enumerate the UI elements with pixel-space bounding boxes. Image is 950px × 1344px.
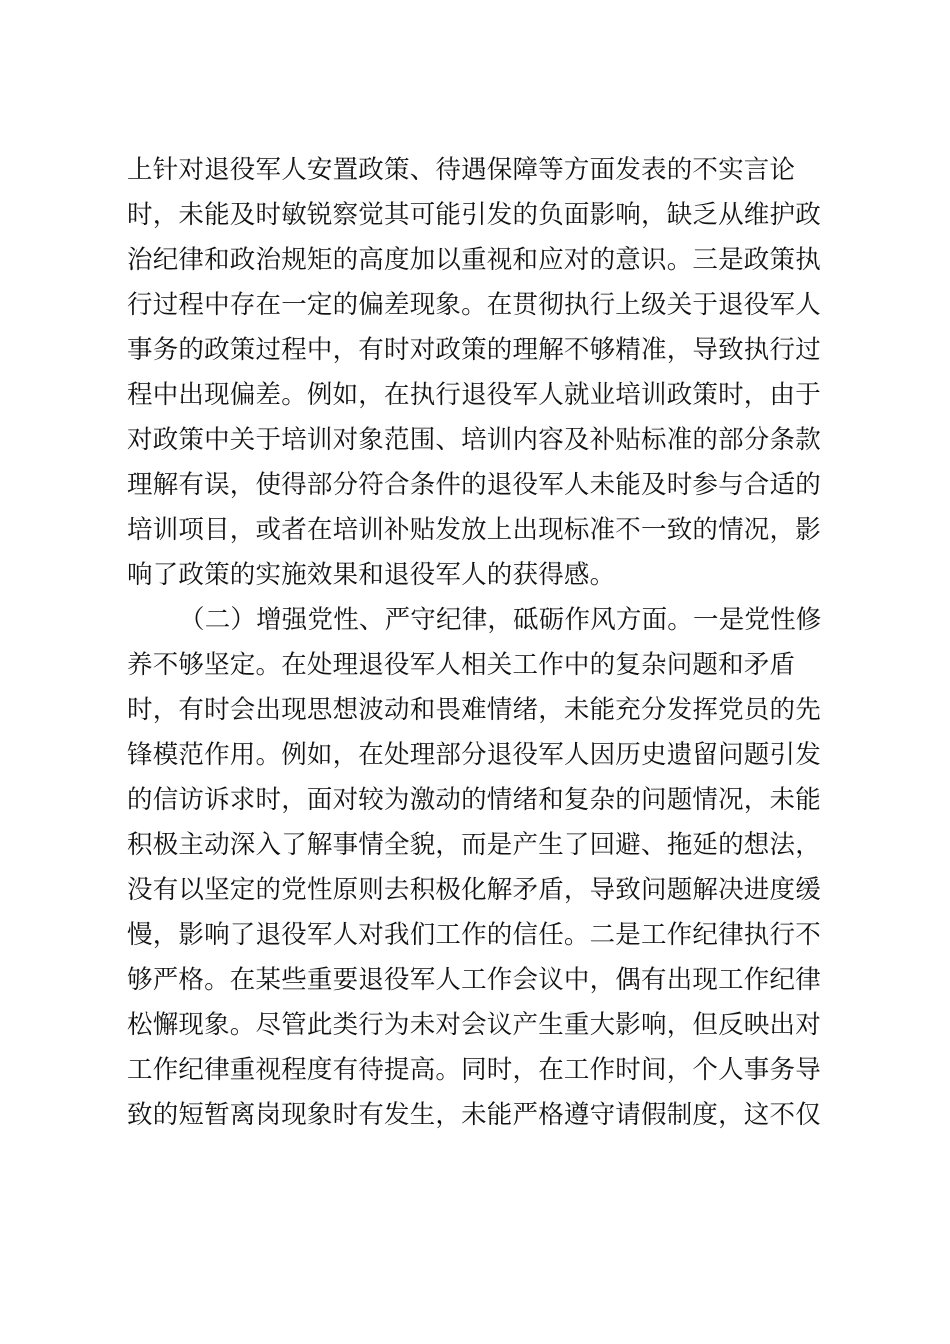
text-line: 上针对退役军人安置政策、待遇保障等方面发表的不实言论 — [127, 155, 796, 185]
text-line: 没有以坚定的党性原则去积极化解矛盾，导致问题解决进度缓 — [127, 875, 821, 905]
text-line: 致的短暂离岗现象时有发生，未能严格遵守请假制度，这不仅 — [127, 1100, 821, 1130]
body-text — [127, 148, 827, 1138]
section-heading-line: （二）增强党性、严守纪律，砥砺作风方面。一是党性修 — [179, 605, 822, 635]
text-line: 养不够坚定。在处理退役军人相关工作中的复杂问题和矛盾 — [127, 650, 796, 680]
text-line: 事务的政策过程中，有时对政策的理解不够精准，导致执行过 — [127, 335, 821, 365]
text-line: 响了政策的实施效果和退役军人的获得感。 — [127, 560, 616, 590]
text-line: 培训项目，或者在培训补贴发放上出现标准不一致的情况，影 — [127, 515, 821, 545]
text-line: 理解有误，使得部分符合条件的退役军人未能及时参与合适的 — [127, 470, 821, 500]
text-line: 够严格。在某些重要退役军人工作会议中，偶有出现工作纪律 — [127, 965, 821, 995]
text-line: 的信访诉求时，面对较为激动的情绪和复杂的问题情况，未能 — [127, 785, 821, 815]
text-line: 锋模范作用。例如，在处理部分退役军人因历史遗留问题引发 — [127, 740, 821, 770]
text-line: 松懈现象。尽管此类行为未对会议产生重大影响，但反映出对 — [127, 1010, 821, 1040]
text-line: 行过程中存在一定的偏差现象。在贯彻执行上级关于退役军人 — [127, 290, 821, 320]
text-line: 程中出现偏差。例如，在执行退役军人就业培训政策时，由于 — [127, 380, 821, 410]
text-line: 时，未能及时敏锐察觉其可能引发的负面影响，缺乏从维护政 — [127, 200, 821, 230]
text-line: 治纪律和政治规矩的高度加以重视和应对的意识。三是政策执 — [127, 245, 821, 275]
text-line: 工作纪律重视程度有待提高。同时，在工作时间，个人事务导 — [127, 1055, 821, 1085]
text-line: 积极主动深入了解事情全貌，而是产生了回避、拖延的想法， — [127, 830, 821, 860]
text-line: 时，有时会出现思想波动和畏难情绪，未能充分发挥党员的先 — [127, 695, 821, 725]
text-line: 对政策中关于培训对象范围、培训内容及补贴标准的部分条款 — [127, 425, 821, 455]
text-line: 慢，影响了退役军人对我们工作的信任。二是工作纪律执行不 — [127, 920, 821, 950]
